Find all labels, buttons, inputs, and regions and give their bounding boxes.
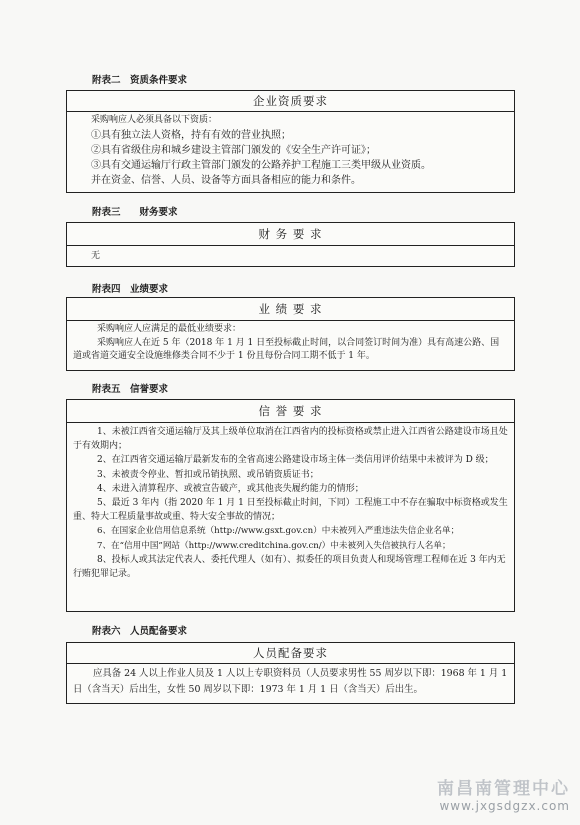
staffing-requirement: 应具备 24 人以上作业人员及 1 人以上专职资料员（人员要求男性 55 周岁以下即：1968 年 1 月 1 日（含当天）后出生，女性 50 周岁以下即：1973 年 1 月 1 日（含当天）后出生。 [73, 668, 508, 695]
performance-intro: 采购响应人应满足的最低业绩要求： [97, 324, 242, 334]
finance-content: 无 [91, 251, 101, 261]
credit-header: 信 誉 要 求 [67, 400, 514, 423]
site-watermark [437, 774, 570, 813]
section-title-credit: 附表五 信誉要求 [92, 384, 169, 395]
watermark-site-name: 南昌南管理中心 [437, 779, 570, 799]
qualification-intro: 采购响应人必须具备以下资质： [91, 115, 218, 125]
staffing-body [67, 664, 514, 700]
performance-header: 业 绩 要 求 [67, 298, 514, 321]
credit-item-3: 3、未被责令停业、暂扣或吊销执照、或吊销资质证书； [97, 469, 319, 480]
watermark-url: www.jxgsdgzx.com [439, 799, 570, 813]
qualification-item-1: ①具有独立法人资格，持有有效的营业执照； [91, 129, 291, 141]
performance-requirement: 采购响应人在近 5 年（2018 年 1 月 1 日至投标截止时间，以合同签订时间为准）具有高速公路、国道或省道交通安全设施维修类合同不少于 1 份且每份合同工期不低于 1 年。 [73, 337, 500, 362]
section-title-qualification: 附表二 资质条件要求 [92, 75, 188, 86]
finance-table [66, 222, 515, 267]
staffing-header: 人员配备要求 [67, 643, 514, 664]
staffing-table [66, 642, 515, 704]
credit-item-2: 2、在江西省交通运输厅最新发布的全省高速公路建设市场主体一类信用评价结果中未被评为 D 级； [97, 455, 494, 466]
finance-body [67, 246, 514, 266]
credit-table [66, 399, 515, 612]
credit-body [67, 423, 514, 583]
credit-item-8: 8、投标人或其法定代表人、委托代理人（如有）、拟委任的项目负责人和现场管理工程师在近 3 年内无行贿犯罪记录。 [73, 554, 506, 580]
credit-item-7: 7、在“信用中国”网站（http://www.creditchina.gov.cn/）中未被列入失信被执行人名单； [97, 540, 451, 551]
section-title-performance: 附表四 业绩要求 [92, 284, 169, 295]
performance-table [66, 297, 515, 371]
section-title-finance: 附表三 财务要求 [92, 207, 178, 218]
qualification-item-2: ②具有省级住房和城乡建设主管部门颁发的《安全生产许可证》； [91, 144, 376, 156]
section-title-staffing: 附表六 人员配备要求 [92, 626, 188, 637]
qualification-body [67, 112, 514, 190]
qualification-closing: 并在资金、信誉、人员、设备等方面具备相应的能力和条件。 [91, 174, 361, 186]
performance-body [67, 321, 514, 366]
credit-item-4: 4、未进入清算程序、或被宣告破产，或其他丧失履约能力的情形； [97, 483, 364, 494]
finance-header: 财 务 要 求 [67, 223, 514, 246]
qualification-item-3: ③具有交通运输厅行政主管部门颁发的公路养护工程施工三类甲级从业资质。 [91, 159, 431, 171]
qualification-table [66, 90, 515, 193]
credit-item-5: 5、最近 3 年内（指 2020 年 1 月 1 日至投标截止时间，下同）工程施工中不存在骗取中标资格或发生重、特大工程质量事故或重、特大安全事故的情况； [73, 498, 508, 523]
credit-item-1: 1、未被江西省交通运输厅及其上级单位取消在江西省内的投标资格或禁止进入江西省公路建设市场且处于有效期内； [73, 427, 508, 452]
qualification-header: 企业资质要求 [67, 91, 514, 112]
credit-item-6: 6、在国家企业信用信息系统（http://www.gsxt.gov.cn）中未被列入严重违法失信企业名单； [97, 526, 460, 537]
